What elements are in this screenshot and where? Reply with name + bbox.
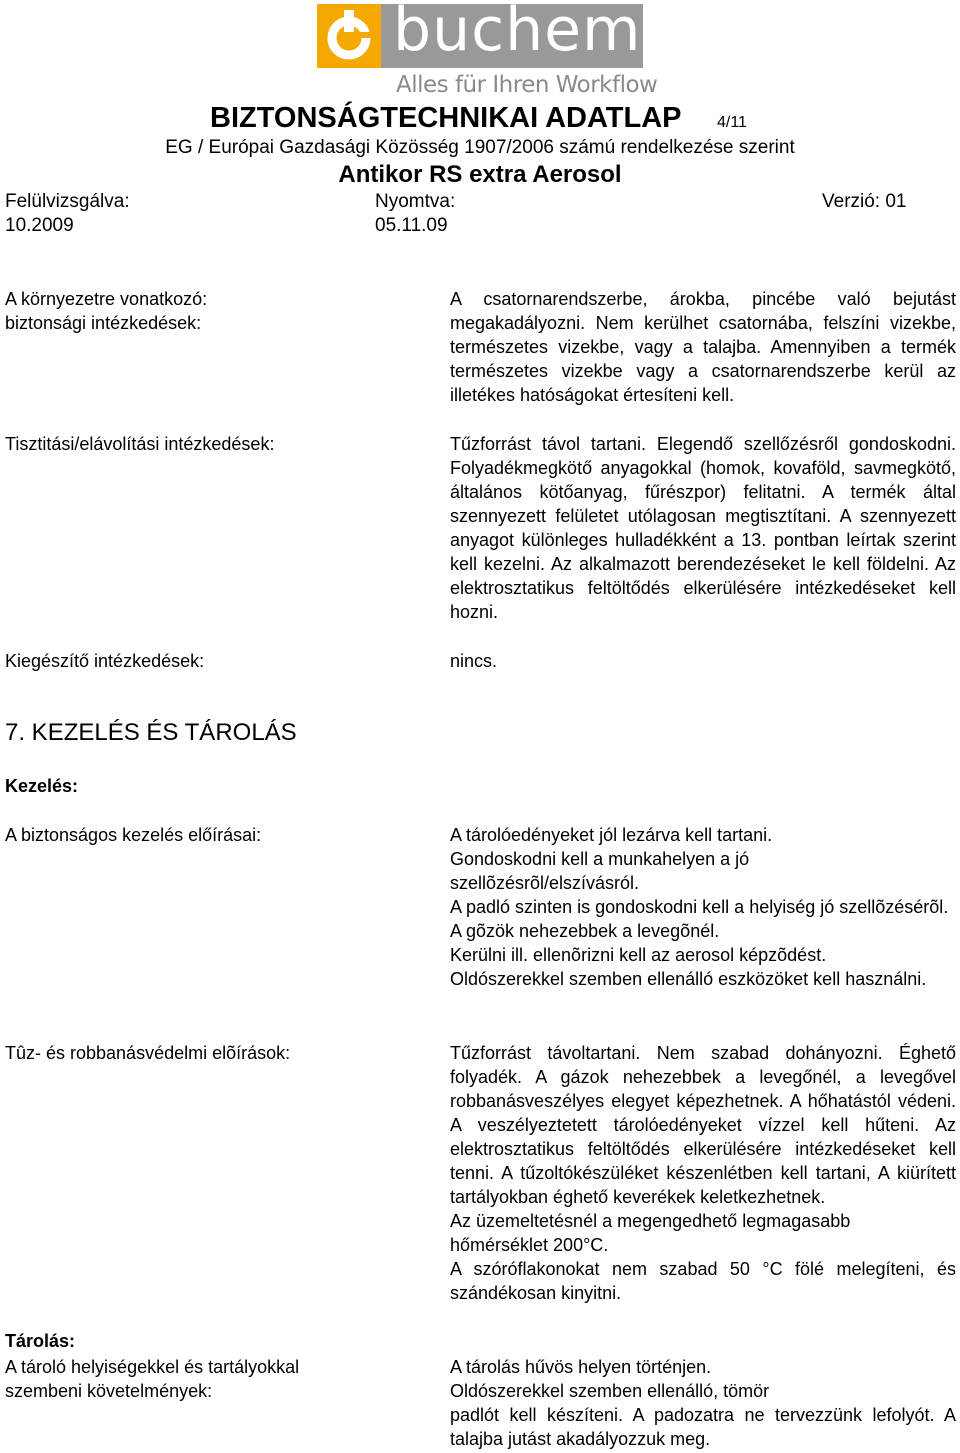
fire-protection-p2: Az üzemeltetésnél a megengedhető legmagasabb hőmérséklet 200°C. <box>450 1211 851 1255</box>
printed-date: 05.11.09 <box>375 215 448 236</box>
storage-label-1: A tároló helyiségekkel és tartályokkal <box>5 1357 300 1377</box>
safe-handling-p5: Kerülni ill. ellenõrizni kell az aerosol képzõdést. <box>450 945 827 965</box>
safe-handling-p3: A padló szinten is gondoskodni kell a helyiség jó szellõzésérõl. <box>450 897 949 917</box>
buchem-logo <box>317 0 643 68</box>
storage-label-2: szembeni követelmények: <box>5 1381 213 1401</box>
safe-handling-text <box>450 823 956 991</box>
fire-protection-p3: A szóróflakonokat nem szabad 50 °C fölé melegíteni, és szándékosan kinyitni. <box>450 1259 956 1303</box>
safe-handling-p6: Oldószerekkel szemben ellenálló eszközöket kell használni. <box>450 969 927 989</box>
product-name: Antikor RS extra Aerosol <box>338 161 622 188</box>
env-label-1: A környezetre vonatkozó: <box>5 289 208 309</box>
document-title: BIZTONSÁGTECHNIKAI ADATLAP <box>210 102 682 134</box>
extra-label: Kiegészítő intézkedések: <box>5 651 205 671</box>
storage-p1: A tárolás hűvös helyen történjen. <box>450 1357 712 1377</box>
safe-handling-p1: A tárolóedényeket jól lezárva kell tartani. <box>450 825 773 845</box>
logo-tagline: Alles für Ihren Workflow <box>396 72 658 98</box>
fire-protection-label: Tûz- és robbanásvédelmi elõírások: <box>5 1043 291 1063</box>
storage-p2: Oldószerekkel szemben ellenálló, tömör <box>450 1381 770 1401</box>
handling-heading: Kezelés: <box>5 776 79 796</box>
cleanup-text: Tűzforrást távol tartani. Elegendő szellőzésről gondoskodni. Folyadékmegkötő anyagokkal (homok, kovaföld, savmegkötő, általános kötőanyag, fűrészpor) felitatni. A termék által szennyezett felületet utólagosan megtisztítani. A szennyezett anyagot különleges hulladékként a 13. pontban leírtak szerint kell kezelni. Az alkalmazott berendezéseket le kell földelni. Az elektrosztatikus feltöltődés elkerülésére intézkedéseket kell hozni. <box>450 434 956 622</box>
fire-protection-p1: Tűzforrást távoltartani. Nem szabad dohányozni. Éghető folyadék. A gázok nehezebbek a levegőnél, a levegővel robbanásveszélyes elegyet képezhetnek. A hőhatástól védeni. A veszélyeztetett tárolóedényeket vízzel kell hűteni. Az elektrosztatikus feltöltődés elkerülésére intézkedéseket kell tenni. A tűzoltókészüléket készenlétben kell tartani, A kiürített tartályokban éghető keverékek keletkezhetnek. <box>450 1043 956 1207</box>
cleanup-label: Tisztitási/elávolítási intézkedések: <box>5 434 275 454</box>
page-number: 4/11 <box>717 114 747 131</box>
safe-handling-p4: A gõzök nehezebbek a levegõnél. <box>450 921 720 941</box>
storage-text <box>450 1355 956 1451</box>
storage-p3: padlót kell készíteni. A padozatra ne tervezzünk lefolyót. A talajba jutást akadályozzuk meg. <box>450 1405 956 1449</box>
revised-label: Felülvizsgálva: <box>5 191 130 212</box>
logo-text: buchem <box>393 0 642 65</box>
logo-symbol-icon <box>317 4 381 68</box>
fire-protection-text <box>450 1041 956 1305</box>
revised-date: 10.2009 <box>5 215 74 236</box>
extra-text: nincs. <box>450 651 498 671</box>
logo-mark <box>317 4 381 68</box>
env-text: A csatornarendszerbe, árokba, pincébe való bejutást megakadályozni. Nem kerülhet csatornába, felszíni vizekbe, természetes vizekbe, vagy a talajba. Amennyiben a termék természetes vizekbe vagy a csatornarendszerbe kerül az illetékes hatóságokat értesíteni kell. <box>450 289 956 405</box>
section-7-title: 7. KEZELÉS ÉS TÁROLÁS <box>5 719 297 746</box>
regulation-line: EG / Európai Gazdasági Közösség 1907/2006 számú rendelkezése szerint <box>165 137 795 158</box>
env-label-2: biztonsági intézkedések: <box>5 313 202 333</box>
safe-handling-p2: Gondoskodni kell a munkahelyen a jó szellõzésrõl/elszívásról. <box>450 849 750 893</box>
storage-heading: Tárolás: <box>5 1331 76 1351</box>
safe-handling-label: A biztonságos kezelés előírásai: <box>5 825 262 845</box>
printed-label: Nyomtva: <box>375 191 456 212</box>
version-label: Verzió: 01 <box>822 191 907 212</box>
